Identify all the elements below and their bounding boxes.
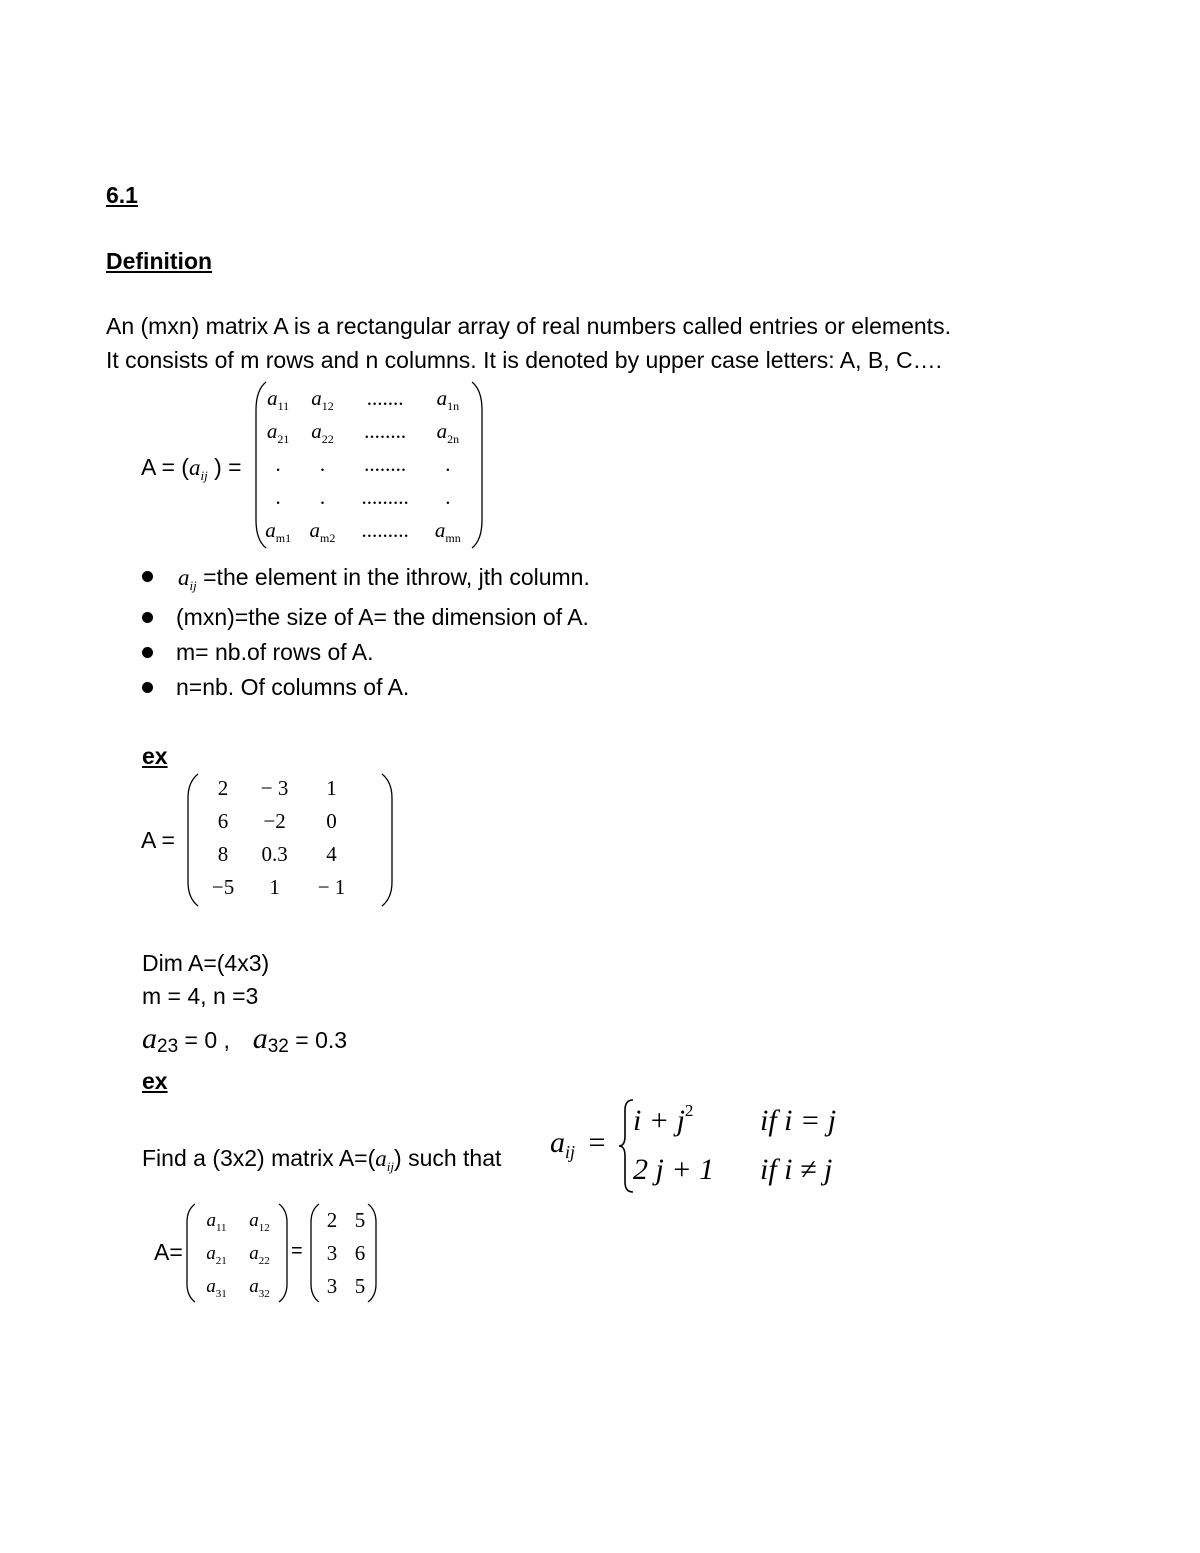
case-1-expr — [633, 1101, 694, 1138]
symbolic-matrix-row — [195, 1204, 281, 1237]
example-2-prompt — [142, 1143, 501, 1177]
general-matrix-cell — [300, 514, 344, 547]
general-matrix-cell: ......... — [361, 485, 409, 509]
symbolic-matrix-entry-symbol: a — [206, 1275, 216, 1297]
symbolic-matrix-entry-subscript: 11 — [215, 1221, 227, 1234]
bullet-2: (mxn)=the size of A= the dimension of A. — [176, 604, 589, 630]
symbolic-matrix — [195, 1204, 281, 1303]
example-1-matrix-cell: 2 — [217, 776, 229, 800]
symbolic-matrix-cell — [238, 1204, 281, 1237]
general-matrix-entry-subscript: 21 — [277, 432, 290, 446]
example-1-matrix-row — [200, 871, 360, 904]
general-matrix-entry-subscript: 1n — [447, 399, 460, 413]
a23-sub: 23 — [157, 1036, 179, 1057]
general-matrix-cell — [256, 514, 300, 547]
intro-line-2: It consists of m rows and n columns. It is denoted by upper case letters: A, B, C…. — [106, 347, 943, 373]
example-1-matrix-cell: 6 — [217, 809, 229, 833]
general-matrix-cell: . — [445, 485, 451, 509]
general-matrix-entry-symbol: a — [309, 518, 321, 542]
symbolic-matrix-cell — [238, 1237, 281, 1270]
general-matrix-cell: . — [275, 452, 281, 476]
case-1-sup: 2 — [684, 1101, 694, 1120]
general-matrix-entry-subscript: 2n — [447, 432, 460, 446]
general-matrix-right-paren — [470, 380, 484, 550]
example-2-lhs: A= — [154, 1239, 183, 1265]
example-1-matrix-cell: 8 — [217, 842, 229, 866]
example-1-matrix-row — [200, 805, 360, 838]
values-right-paren — [366, 1202, 378, 1304]
piecewise-lhs — [550, 1126, 605, 1160]
bullet-1-text: =the element in the ithrow, jth column. — [196, 564, 590, 590]
example-1-matrix-cell: 1 — [269, 875, 280, 899]
prompt-post: ) such that — [394, 1145, 502, 1171]
case-1-text: i + j — [633, 1104, 685, 1137]
general-matrix-entry-symbol: a — [311, 419, 322, 443]
general-matrix-cell: ........ — [364, 419, 407, 443]
general-matrix-lhs — [141, 452, 242, 486]
lhs-a: a — [188, 455, 201, 480]
example-1-left-paren — [186, 772, 200, 908]
bullet-dot — [142, 612, 153, 623]
bullet-1 — [178, 562, 590, 596]
symbolic-matrix-entry-symbol: a — [249, 1209, 259, 1231]
example-1-label: ex — [142, 743, 168, 769]
general-matrix-entry-subscript: mn — [445, 531, 461, 545]
a32-value: = 0.3 — [288, 1027, 348, 1053]
example-1-matrix-cell: − 1 — [317, 875, 346, 899]
symbolic-matrix-cell — [195, 1237, 238, 1270]
general-matrix-row — [256, 415, 470, 448]
a32-sub: 32 — [267, 1036, 289, 1057]
prompt-a: a — [375, 1146, 387, 1171]
a32-symbol: a — [252, 1022, 268, 1055]
general-matrix — [256, 382, 470, 547]
general-matrix-entry-symbol: a — [266, 419, 278, 443]
bullet-dot — [142, 647, 153, 658]
case-2-expr: 2 j + 1 — [633, 1153, 715, 1186]
general-matrix-entry-symbol: a — [267, 386, 278, 410]
bullet-dot — [142, 571, 153, 582]
general-matrix-row — [256, 448, 470, 481]
general-matrix-cell — [426, 415, 470, 448]
def-sub: ij — [565, 1142, 576, 1162]
symbolic-matrix-entry-symbol: a — [249, 1242, 259, 1264]
general-matrix-row — [256, 382, 470, 415]
general-matrix-cell — [256, 382, 300, 415]
symbolic-matrix-entry-subscript: 32 — [258, 1287, 270, 1300]
general-matrix-entry-symbol: a — [265, 518, 276, 542]
example-1-right-paren — [380, 772, 394, 908]
general-matrix-entry-symbol: a — [311, 386, 322, 410]
bullet-3: m= nb.of rows of A. — [176, 639, 374, 665]
equals-sign: = — [291, 1240, 303, 1262]
bullet-dot — [142, 682, 153, 693]
general-matrix-cell: . — [319, 452, 326, 476]
general-matrix-cell: . — [275, 485, 281, 509]
example-2-label: ex — [142, 1068, 168, 1094]
example-1-matrix-cell: 0.3 — [261, 842, 288, 866]
general-matrix-cell: . — [445, 452, 451, 476]
general-matrix-cell: ....... — [366, 386, 404, 410]
general-matrix-cell — [256, 415, 300, 448]
symbolic-matrix-cell — [195, 1270, 238, 1303]
symbolic-matrix-row — [195, 1270, 281, 1303]
general-matrix-cell — [300, 382, 344, 415]
section-number: 6.1 — [106, 182, 138, 208]
general-matrix-entry-subscript: 12 — [321, 399, 334, 413]
def-eq: = — [588, 1126, 606, 1159]
general-matrix-cell: . — [319, 485, 326, 509]
bullet-1-a: a — [178, 565, 190, 590]
symbolic-matrix-entry-symbol: a — [206, 1209, 216, 1231]
example-1-matrix-cell: −5 — [211, 875, 235, 899]
lhs-sub: ij — [200, 468, 208, 483]
values-matrix-cell: 5 — [354, 1208, 366, 1232]
general-matrix-row — [256, 514, 470, 547]
general-matrix-entry-subscript: 22 — [321, 432, 334, 446]
general-matrix-entry-symbol: a — [436, 419, 448, 443]
example-1-matrix-cell: 1 — [326, 776, 337, 800]
general-matrix-entry-subscript: m2 — [320, 531, 336, 545]
general-matrix-cell — [426, 382, 470, 415]
m-n-text: m = 4, n =3 — [142, 983, 259, 1009]
values-matrix-cell: 5 — [354, 1274, 366, 1298]
general-matrix-entry-subscript: 11 — [277, 399, 290, 413]
values-matrix-cell: 3 — [326, 1274, 338, 1298]
general-matrix-cell — [300, 415, 344, 448]
prompt-pre: Find a (3x2) matrix A=( — [142, 1145, 376, 1171]
case-2-cond: if i ≠ j — [760, 1153, 833, 1186]
def-a: a — [550, 1126, 565, 1159]
example-1-matrix-row — [200, 838, 360, 871]
lhs-prefix: A = ( — [141, 454, 189, 480]
general-matrix-row — [256, 481, 470, 514]
values-matrix-cell: 6 — [354, 1241, 366, 1265]
element-values — [142, 1024, 347, 1058]
a23-symbol: a — [142, 1022, 157, 1055]
example-1-matrix-row — [200, 772, 360, 805]
symbolic-matrix-entry-symbol: a — [249, 1275, 259, 1297]
a23-value: = 0 , — [178, 1027, 230, 1053]
example-1-lhs: A = — [141, 827, 175, 853]
example-1-matrix-cell: 0 — [326, 809, 337, 833]
values-matrix-cell: 3 — [326, 1241, 338, 1265]
symbolic-matrix-entry-symbol: a — [206, 1242, 216, 1264]
example-1-matrix-cell: 4 — [326, 842, 337, 866]
lhs-suffix: ) = — [214, 454, 242, 480]
intro-line-1: An (mxn) matrix A is a rectangular array of real numbers called entries or elements. — [106, 313, 951, 339]
general-matrix-entry-symbol: a — [436, 386, 448, 410]
general-matrix-cell — [426, 514, 470, 547]
example-1-matrix — [200, 772, 360, 904]
example-1-matrix-cell: − 3 — [260, 776, 289, 800]
prompt-sub: ij — [386, 1159, 395, 1174]
symbolic-matrix-entry-subscript: 31 — [215, 1287, 227, 1300]
symbolic-matrix-entry-subscript: 21 — [215, 1254, 227, 1267]
symbolic-matrix-cell — [195, 1204, 238, 1237]
symbolic-matrix-row — [195, 1237, 281, 1270]
general-matrix-cell: ......... — [361, 518, 409, 542]
general-matrix-entry-subscript: m1 — [275, 531, 292, 545]
symbolic-matrix-entry-subscript: 22 — [258, 1254, 270, 1267]
symbolic-matrix-cell — [238, 1270, 281, 1303]
dimension-text: Dim A=(4x3) — [142, 950, 270, 976]
symbolic-matrix-entry-subscript: 12 — [258, 1221, 270, 1234]
bullet-4: n=nb. Of columns of A. — [176, 674, 410, 700]
example-1-matrix-cell: −2 — [263, 809, 286, 833]
values-matrix-cell: 2 — [326, 1208, 338, 1232]
definition-heading: Definition — [106, 248, 213, 274]
case-1-cond: if i = j — [760, 1104, 837, 1137]
general-matrix-entry-symbol: a — [434, 518, 446, 542]
general-matrix-cell: ........ — [364, 452, 407, 476]
symbolic-right-paren — [277, 1202, 289, 1304]
bullet-1-sub: ij — [189, 578, 197, 593]
